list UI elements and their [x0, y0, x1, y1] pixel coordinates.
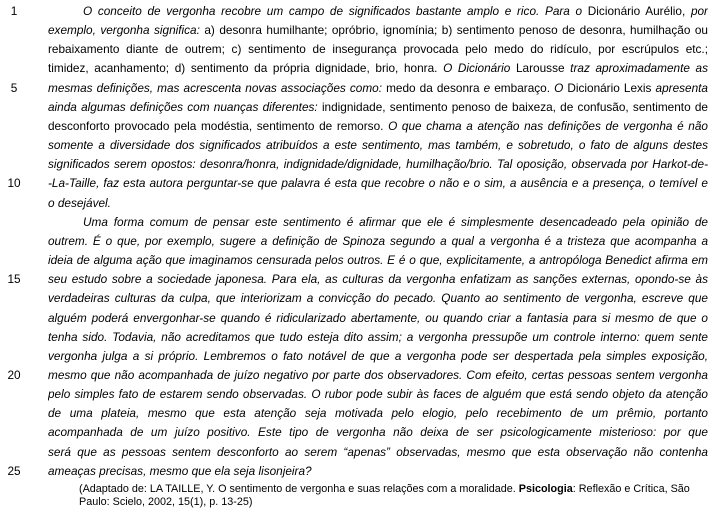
passage-line — [48, 98, 708, 117]
text-segment: outrem. É o que, por exemplo, sugere a definição de Spinoza segundo a qual a vergonha é a tristeza que acompanha a — [48, 233, 708, 248]
passage-line — [48, 270, 708, 289]
line-numbers — [0, 0, 46, 514]
text-segment: indignidade, sentimento penoso de baixeza, de confusão, sentimento de — [321, 99, 708, 114]
passage-line — [48, 385, 708, 404]
passage-line — [48, 136, 708, 155]
passage-line — [48, 2, 708, 21]
text-segment: e — [483, 80, 495, 95]
text-segment: apresenta — [655, 80, 708, 95]
line-number: 1 — [10, 4, 18, 18]
source-citation — [79, 483, 705, 509]
text-segment: seu estudo sobre a sociedade japonesa. Para ela, as culturas da vergonha enfatizam as sanções externas, opondo-se às — [48, 272, 708, 287]
text-segment: acompanhada de um juízo positivo. Este tipo de vergonha não deixa de ser psicologicamente misterioso: por que — [48, 425, 708, 440]
passage-line — [48, 462, 708, 481]
text-segment: ideia de alguma ação que imaginamos censurada pelos outros. E é o que, explicitamente, a antropóloga Benedict afirma em — [48, 253, 708, 268]
text-segment: verdadeiras culturas da culpa, que interiorizam a convicção do pecado. Quanto ao sentimento de vergonha, escreve que — [48, 291, 708, 306]
text-segment: Larousse — [516, 61, 571, 76]
text-segment: : Reflexão e Crítica, São — [572, 483, 690, 495]
passage-line — [48, 347, 708, 366]
passage-line — [48, 309, 708, 328]
text-segment: medo da desonra — [386, 80, 484, 95]
text-segment: O — [554, 80, 568, 95]
text-segment: O que chama a atenção nas definições de vergonha é não — [388, 118, 708, 133]
line-number: 15 — [7, 272, 21, 287]
line-number: 10 — [7, 176, 21, 191]
text-segment: alguém poderá envergonhar-se quando é ridicularizado abertamente, ou quando criar a fantasia para si mesmo de que o — [48, 310, 708, 325]
passage-line — [48, 117, 708, 136]
passage-line — [48, 59, 708, 78]
text-segment: pelo simples fato de estarem sendo observadas. O rubor pode subir às faces de alguém que está sendo objeto da atenção — [48, 387, 708, 402]
text-segment: por — [690, 4, 708, 18]
text-segment: O conceito de vergonha recobre um campo de significados bastante amplo e rico. Para o — [83, 4, 588, 18]
text-segment: mesmo que não acompanhada de juízo negativo por parte dos observadores. Com efeito, certas pessoas sentem vergonha — [48, 367, 708, 382]
text-segment: significados serem opostos: desonra/honra, indignidade/dignidade, humilhação/brio. Tal oposição, observada por Harkot-de- — [48, 157, 708, 172]
text-segment: Uma forma comum de pensar este sentimento é afirmar que ele é simplesmente desencadeado pela opinião de — [83, 214, 708, 229]
text-segment: vergonha julga a si próprio. Lembremos o fato notável de que a vergonha pode ser despertada pela simples exposição, — [48, 348, 708, 363]
passage-line — [48, 21, 708, 40]
passage-text — [48, 2, 708, 481]
passage-line — [48, 443, 708, 462]
text-segment: Psicologia — [518, 483, 573, 495]
passage-line — [48, 194, 708, 213]
text-segment: embaraço. — [494, 80, 555, 95]
passage-line — [48, 155, 708, 174]
text-segment: -La-Taille, faz esta autora perguntar-se que palavra é esta que recobre o não e o sim, a ausência e a presença, o temível e — [48, 176, 708, 191]
text-segment: o desejável. — [48, 195, 111, 210]
text-segment: de uma plateia, mesmo que esta atenção seja motivada pelo elogio, pelo recebimento de um prêmio, portanto — [48, 406, 708, 421]
line-number: 20 — [7, 368, 21, 383]
passage-line — [48, 366, 708, 385]
text-segment: desconforto provocado pela modéstia, sentimento de remorso. — [48, 118, 389, 133]
text-segment: timidez, acanhamento; d) sentimento da própria dignidade, brio, honra. — [48, 61, 444, 76]
text-segment: Paulo: Scielo, 2002, 15(1), p. 13-25) — [79, 496, 253, 508]
passage-line — [48, 251, 708, 270]
passage-line — [48, 289, 708, 308]
text-segment: a) desonra humilhante; opróbrio, ignomínia; b) sentimento penoso de desonra, humilhação ou — [204, 23, 708, 38]
passage-line — [48, 40, 708, 59]
text-segment: Dicionário Lexis — [567, 80, 656, 95]
text-segment: tenha sido. Todavia, não acreditamos que tudo esteja dito assim; a vergonha pressupõe um controle interno: quem sente — [48, 329, 708, 344]
text-segment: exemplo, vergonha significa: — [48, 23, 205, 38]
passage-line — [48, 79, 708, 98]
text-segment: traz aproximadamente as — [570, 61, 708, 76]
text-segment: somente a diversidade dos significados atribuídos a este sentimento, mas também, e sobretudo, o fato de alguns destes — [48, 138, 708, 153]
citation-line — [79, 483, 705, 496]
citation-line — [79, 496, 705, 509]
text-segment: Dicionário Aurélio, — [587, 4, 691, 18]
passage-line — [48, 328, 708, 347]
text-segment: (Adaptado de: LA TAILLE, Y. O sentimento de vergonha e suas relações com a moralidade. — [79, 483, 519, 495]
text-segment: mesmas definições, mas acrescenta novas associações como: — [48, 80, 387, 95]
passage-line — [48, 232, 708, 251]
text-segment: ainda algumas definições com nuanças diferentes: — [48, 99, 322, 114]
text-segment: ameaças precisas, mesmo que ela seja lisonjeira? — [48, 463, 312, 478]
passage-line — [48, 213, 708, 232]
passage-line — [48, 174, 708, 193]
text-segment: será que as pessoas sentem desconforto ao serem “apenas” observadas, mesmo que esta observação não contenha — [48, 444, 708, 459]
text-segment: rebaixamento diante de outrem; c) sentimento de insegurança provocada pelo medo do ridículo, por escrúpulos etc.; — [48, 42, 708, 57]
text-segment: O Dicionário — [443, 61, 516, 76]
passage-line — [48, 423, 708, 442]
line-number: 5 — [10, 80, 18, 95]
passage-line — [48, 404, 708, 423]
line-number: 25 — [7, 463, 21, 478]
